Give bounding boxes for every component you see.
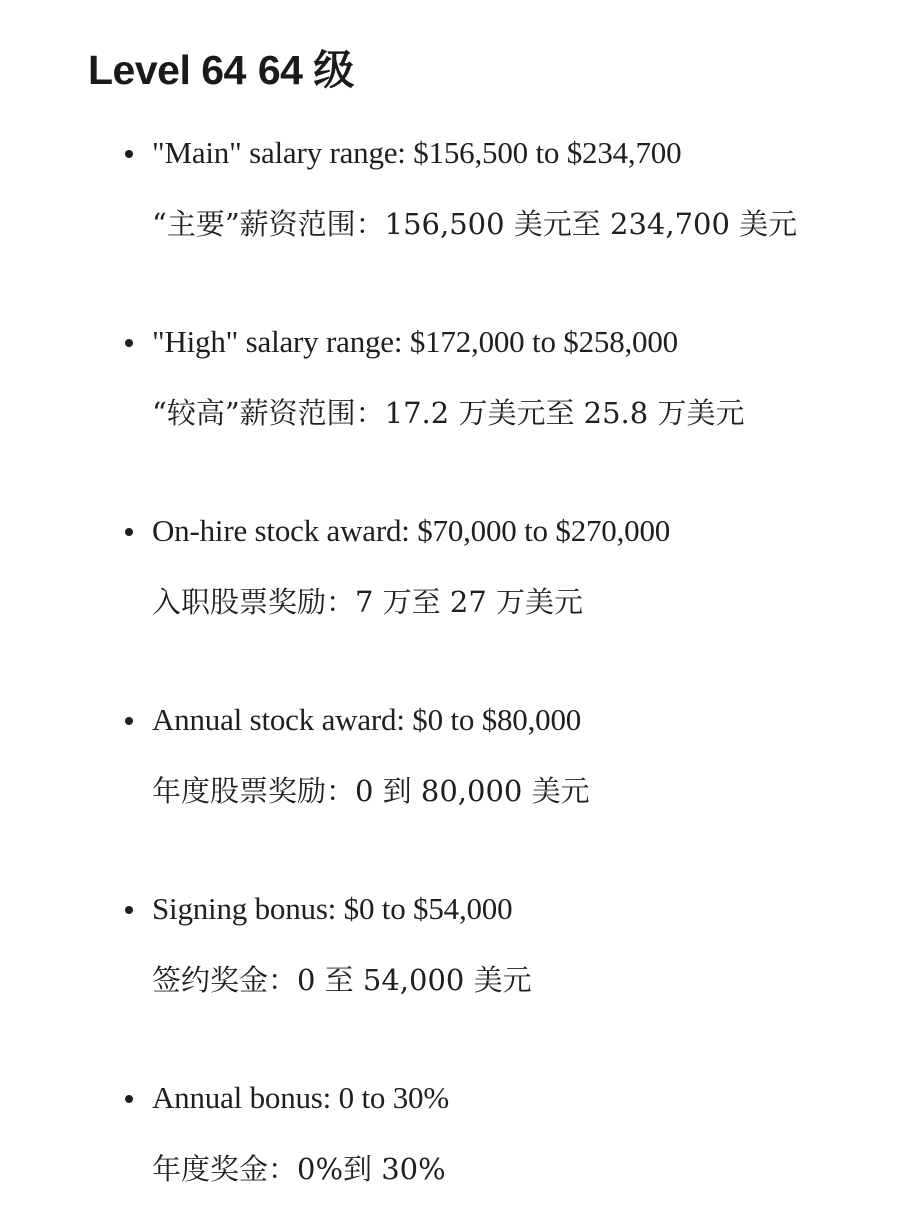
bullet-dot: [125, 906, 133, 914]
item-chinese-text: 签约奖金：0 至 54,000 美元: [152, 963, 532, 997]
item-english-text: "High" salary range: $172,000 to $258,000: [152, 324, 678, 359]
bullet-dot: [125, 1095, 133, 1103]
bullet-dot: [125, 150, 133, 158]
bullet-dot: [125, 717, 133, 725]
item-chinese-text: 年度股票奖励：0 到 80,000 美元: [152, 774, 590, 808]
item-chinese-text: “较高”薪资范围：17.2 万美元至 25.8 万美元: [152, 396, 745, 430]
item-english-text: Annual stock award: $0 to $80,000: [152, 702, 582, 737]
item-english-text: Annual bonus: 0 to 30%: [152, 1080, 449, 1115]
item-chinese-text: 年度奖金：0%到 30%: [152, 1152, 446, 1186]
heading-chinese: 64 级: [257, 47, 354, 93]
bullet-dot: [125, 528, 133, 536]
item-chinese-text: 入职股票奖励：7 万至 27 万美元: [152, 585, 584, 619]
bullet-dot: [125, 339, 133, 347]
level-heading: [88, 40, 354, 100]
item-english-text: Signing bonus: $0 to $54,000: [152, 891, 513, 926]
heading-english: Level 64: [88, 47, 246, 93]
item-chinese-text: “主要”薪资范围：156,500 美元至 234,700 美元: [152, 207, 798, 241]
item-english-text: "Main" salary range: $156,500 to $234,700: [152, 135, 682, 170]
item-english-text: On-hire stock award: $70,000 to $270,000: [152, 513, 671, 548]
